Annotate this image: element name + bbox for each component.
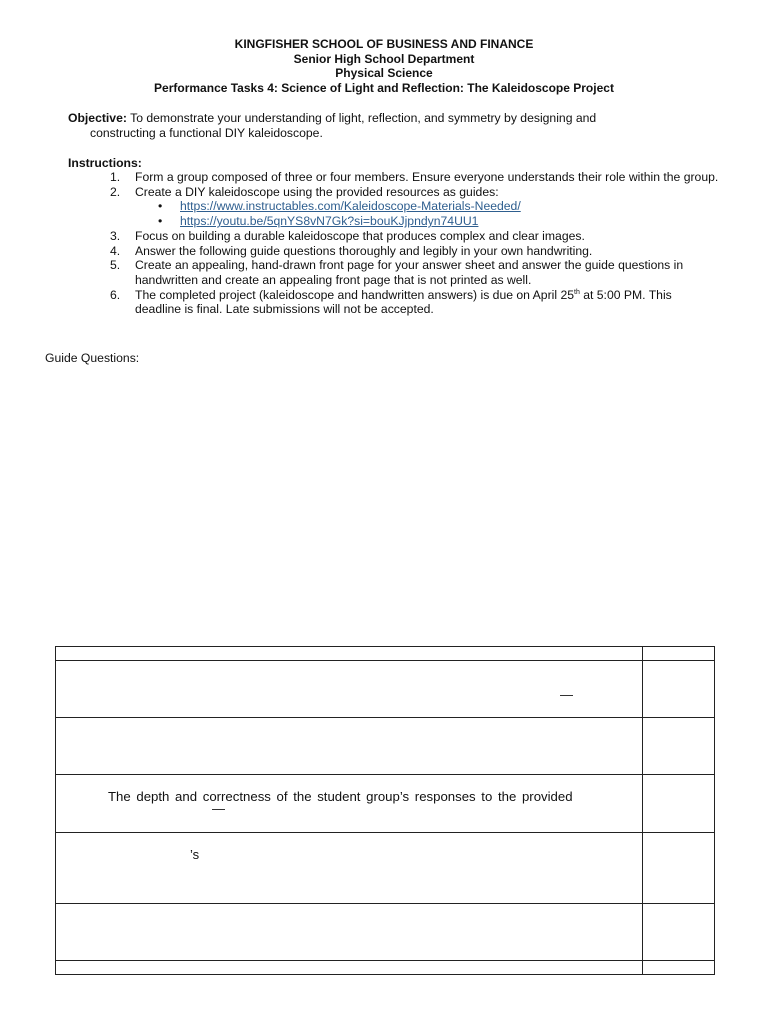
apostrophe-s-text: ’s	[190, 847, 200, 862]
dash-mark: —	[212, 801, 225, 816]
list-item: 3. Focus on building a durable kaleidoscope that produces complex and clear images.	[110, 228, 585, 243]
rubric-table	[55, 646, 715, 975]
table-row	[56, 961, 715, 975]
instructions-list	[110, 170, 720, 317]
department-name: Senior High School Department	[293, 51, 475, 66]
table-row	[56, 647, 715, 661]
resource-links	[110, 199, 720, 228]
youtube-link[interactable]: https://youtu.be/5qnYS8vN7Gk?si=bouKJjpndyn74UU1	[180, 214, 479, 229]
objective-text-line1: To demonstrate your understanding of light, reflection, and symmetry by designing and	[126, 111, 597, 125]
instructions-label: Instructions:	[68, 156, 142, 170]
list-item: 6. The completed project (kaleidoscope and handwritten answers) is due on April 25th at 5:00 PM. This deadline is final. Late submissions will not be accepted.	[110, 287, 672, 317]
list-item: 5. Create an appealing, hand-drawn front page for your answer sheet and answer the guide questions in handwritten and create an appealing front page that is not printed as well.	[110, 258, 684, 287]
table-row	[56, 904, 715, 961]
list-item: 1. Form a group composed of three or four members. Ensure everyone understands their role within the group.	[110, 170, 719, 184]
table-row	[56, 833, 715, 904]
guide-questions-label: Guide Questions:	[45, 351, 140, 365]
list-item	[110, 214, 720, 229]
objective-text-line2: constructing a functional DIY kaleidoscope.	[90, 125, 323, 140]
objective-label: Objective:	[68, 111, 127, 125]
instructables-link[interactable]: https://www.instructables.com/Kaleidoscope-Materials-Needed/	[180, 199, 521, 214]
table-row	[56, 718, 715, 775]
document-header	[0, 37, 768, 96]
objective-section	[68, 111, 708, 140]
table-row	[56, 775, 715, 833]
subject-name: Physical Science	[335, 66, 433, 81]
school-name: KINGFISHER SCHOOL OF BUSINESS AND FINANCE	[234, 37, 534, 51]
bullet-icon: •	[158, 199, 163, 214]
bullet-icon: •	[158, 214, 163, 229]
table-row	[56, 661, 715, 718]
list-item	[110, 199, 720, 214]
dash-mark: —	[560, 687, 573, 702]
task-title: Performance Tasks 4: Science of Light and Reflection: The Kaleidoscope Project	[154, 81, 614, 96]
list-item: 4. Answer the following guide questions thoroughly and legibly in your own handwriting.	[110, 243, 593, 258]
list-item: 2. Create a DIY kaleidoscope using the provided resources as guides:	[110, 184, 499, 199]
rubric-criterion-text: The depth and correctness of the student group’s responses to the provided	[108, 789, 573, 804]
